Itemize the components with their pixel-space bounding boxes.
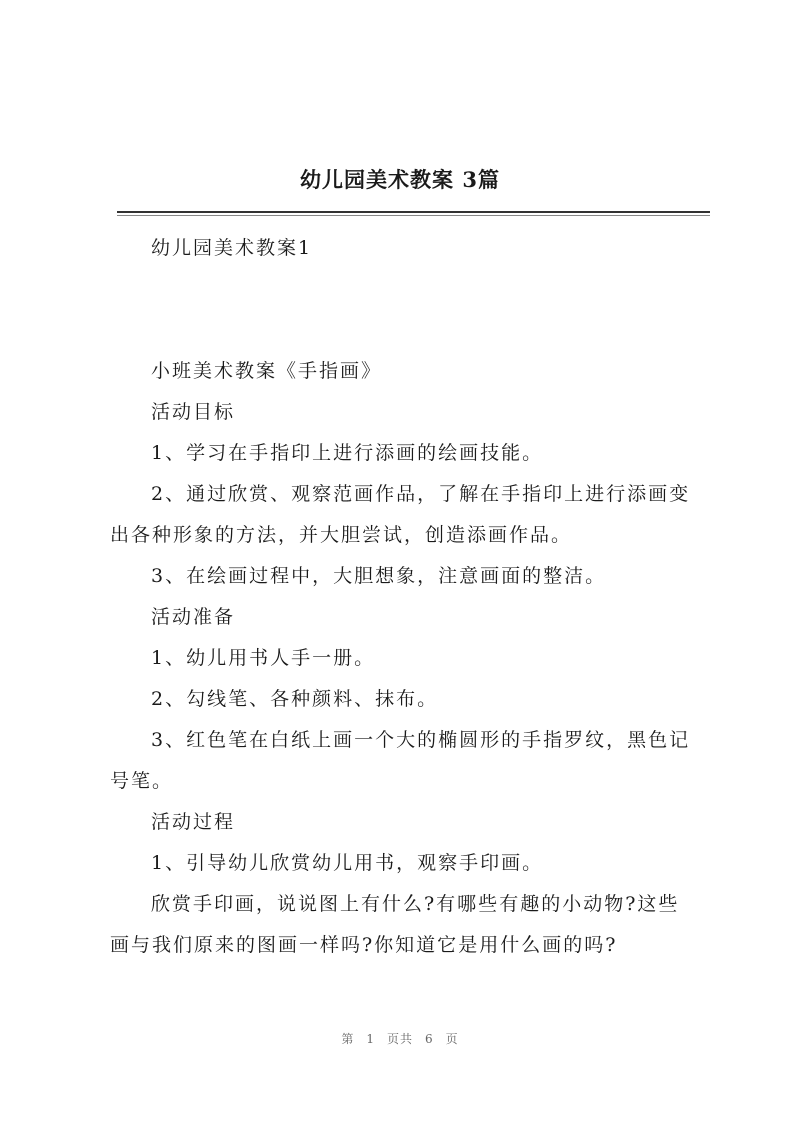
paragraph: 3、红色笔在白纸上画一个大的椭圆形的手指罗纹，黑色记号笔。	[110, 729, 691, 792]
subheading-process: 活动过程	[151, 811, 236, 833]
footer-mid: 页共	[386, 1032, 413, 1046]
paragraph: 2、通过欣赏、观察范画作品，了解在手指印上进行添画变出各种形象的方法，并大胆尝试，创造添画作品。	[110, 483, 691, 546]
footer-total-pages: 6	[425, 1032, 434, 1046]
paragraph: 3、在绘画过程中，大胆想象，注意画面的整洁。	[151, 565, 607, 587]
title-divider	[117, 211, 710, 213]
subheading-goals: 活动目标	[151, 401, 236, 423]
paragraph: 2、勾线笔、各种颜料、抹布。	[151, 688, 439, 710]
paragraph: 1、幼儿用书人手一册。	[151, 647, 376, 669]
paragraph: 欣赏手印画，说说图上有什么?有哪些有趣的小动物?这些画与我们原来的图画一样吗?你知道它是用什么画的吗?	[110, 893, 680, 956]
lesson-title: 小班美术教案《手指画》	[151, 360, 383, 382]
page-footer	[0, 1030, 800, 1047]
paragraph: 1、学习在手指印上进行添画的绘画技能。	[151, 442, 544, 464]
section-heading-block	[110, 228, 700, 269]
document-body	[110, 351, 700, 966]
paragraph: 1、引导幼儿欣赏幼儿用书，观察手印画。	[151, 852, 544, 874]
section-heading: 幼儿园美术教案1	[151, 237, 313, 259]
footer-suffix: 页	[445, 1032, 459, 1046]
footer-current-page: 1	[366, 1032, 375, 1046]
footer-prefix: 第	[341, 1032, 355, 1046]
title-divider-thin	[117, 215, 710, 216]
subheading-preparation: 活动准备	[151, 606, 236, 628]
page-title: 幼儿园美术教案 3篇	[300, 167, 500, 192]
